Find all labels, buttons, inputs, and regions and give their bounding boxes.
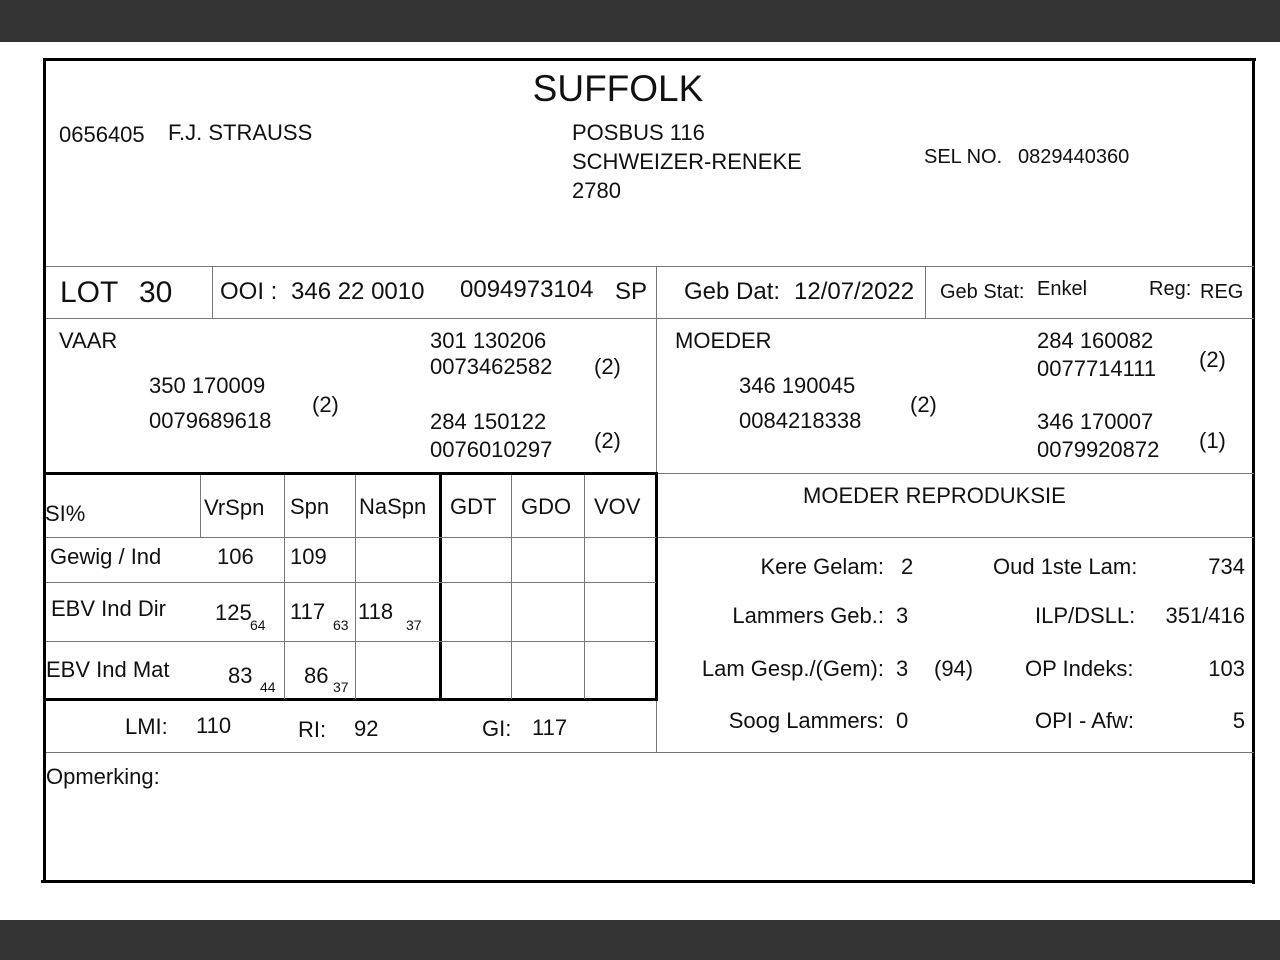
- perf-row-1: [46, 537, 656, 538]
- gi-label: GI:: [482, 716, 512, 741]
- perf-table-top: [43, 472, 658, 475]
- frame-top: [43, 58, 1256, 61]
- gesp-value: 3: [896, 656, 909, 681]
- ewe-code: SP: [615, 278, 648, 305]
- sire-sire-count: (2): [594, 354, 621, 379]
- perf-table-mid: [439, 474, 442, 700]
- breed-title: SUFFOLK: [532, 68, 704, 109]
- perf-row-3: [46, 641, 656, 642]
- row-dir-naspn: 118: [358, 599, 394, 624]
- divider-lot-2: [656, 266, 657, 318]
- divider-indices-right: [656, 700, 657, 753]
- divider-parents: [656, 318, 657, 474]
- row-weight-spn: 109: [290, 544, 327, 569]
- dam-dam-count: (1): [1199, 428, 1226, 453]
- dam-sire-reg: 0077714111: [1037, 356, 1157, 381]
- kere-label: Kere Gelam:: [760, 554, 884, 579]
- gesp-label: Lam Gesp./(Gem):: [701, 656, 884, 681]
- frame-bottom: [41, 880, 1254, 883]
- birth-label: Geb Dat:: [684, 278, 781, 305]
- perf-col-4: [511, 475, 512, 699]
- perf-row-2: [46, 582, 656, 583]
- row-dir-spn: 117: [290, 599, 326, 624]
- divider-remarks-top: [46, 752, 1254, 753]
- divider-lot-3: [925, 266, 926, 318]
- remark-label: Opmerking:: [46, 764, 160, 789]
- birth-status-value: Enkel: [1037, 278, 1088, 300]
- soog-label: Soog Lammers:: [728, 708, 884, 733]
- perf-header-vrspn: VrSpn: [204, 495, 265, 520]
- lmi-value: 110: [196, 713, 232, 738]
- ri-label: RI:: [298, 717, 327, 742]
- op-label: OP Indeks:: [1025, 656, 1134, 681]
- row-weight-vrspn: 106: [217, 544, 254, 569]
- frame-left: [43, 58, 46, 882]
- row-dir-spn-acc: 63: [333, 617, 349, 633]
- perf-col-2: [284, 475, 285, 699]
- sire-reg: 0079689618: [149, 408, 272, 433]
- perf-header-gdo: GDO: [521, 494, 572, 519]
- row-mat-vrspn-acc: 44: [260, 679, 276, 695]
- perf-table-right: [655, 472, 658, 701]
- repro-title: MOEDER REPRODUKSIE: [803, 483, 1066, 508]
- perf-col-5: [584, 475, 585, 699]
- lmi-label: LMI:: [125, 714, 168, 739]
- gesp-avg: (94): [934, 656, 974, 681]
- dam-id: 346 190045: [739, 373, 856, 398]
- reg-value: REG: [1200, 281, 1244, 303]
- sel-no-label: SEL NO.: [924, 146, 1003, 168]
- birth-status-label: Geb Stat:: [940, 281, 1025, 303]
- row-dir-vrspn-acc: 64: [250, 617, 266, 633]
- perf-header-gdt: GDT: [450, 494, 497, 519]
- ewe-reg: 0094973104: [460, 276, 594, 303]
- sire-dam-reg: 0076010297: [430, 437, 553, 462]
- gi-value: 117: [532, 715, 568, 740]
- row-weight-label: Gewig / Ind: [50, 544, 162, 569]
- ri-value: 92: [354, 716, 379, 741]
- row-dir-label: EBV Ind Dir: [51, 596, 166, 621]
- owner-address-1: POSBUS 116: [572, 120, 705, 145]
- dam-count: (2): [910, 392, 937, 417]
- perf-corner: SI%: [45, 501, 86, 526]
- lot-label: LOT: [60, 276, 119, 309]
- divider-parents-bottom: [656, 473, 1254, 474]
- opi-label: OPI - Afw:: [1035, 708, 1135, 733]
- row-mat-spn-acc: 37: [333, 679, 349, 695]
- birth-date: 12/07/2022: [794, 278, 915, 305]
- op-value: 103: [1208, 656, 1245, 681]
- opi-value: 5: [1232, 708, 1245, 733]
- dam-dam-reg: 0079920872: [1037, 437, 1160, 462]
- sire-dam-count: (2): [594, 428, 621, 453]
- lot-number: 30: [139, 276, 173, 309]
- perf-col-1: [200, 475, 201, 537]
- oud-value: 734: [1208, 554, 1245, 579]
- ewe-id: 346 22 0010: [291, 278, 425, 305]
- sire-sire-reg: 0073462582: [430, 354, 553, 379]
- ilp-label: ILP/DSLL:: [1035, 603, 1136, 628]
- dam-sire-count: (2): [1199, 347, 1226, 372]
- row-mat-spn: 86: [304, 663, 329, 688]
- divider-lot-top: [46, 266, 1254, 267]
- sel-no-value: 0829440360: [1018, 146, 1130, 168]
- geb-label: Lammers Geb.:: [732, 603, 884, 628]
- reg-label: Reg:: [1149, 278, 1192, 300]
- sire-sire-id: 301 130206: [430, 328, 547, 353]
- sire-dam-id: 284 150122: [430, 409, 547, 434]
- row-mat-label: EBV Ind Mat: [46, 657, 170, 682]
- row-dir-naspn-acc: 37: [406, 617, 422, 633]
- frame-right: [1252, 58, 1255, 884]
- owner-postcode: 2780: [572, 178, 621, 203]
- perf-table-bottom: [43, 698, 658, 701]
- oud-label: Oud 1ste Lam:: [993, 554, 1138, 579]
- dam-sire-id: 284 160082: [1037, 328, 1154, 353]
- dam-reg: 0084218338: [739, 408, 862, 433]
- geb-value: 3: [896, 603, 909, 628]
- row-dir-vrspn: 125: [215, 600, 252, 625]
- divider-lot-1: [212, 266, 213, 318]
- soog-value: 0: [896, 708, 909, 733]
- perf-col-3: [355, 475, 356, 699]
- perf-header-vov: VOV: [594, 494, 641, 519]
- row-mat-vrspn: 83: [228, 663, 253, 688]
- ewe-label: OOI :: [220, 278, 278, 305]
- kere-value: 2: [901, 554, 914, 579]
- owner-name: F.J. STRAUSS: [168, 120, 313, 145]
- ilp-value: 351/416: [1165, 603, 1245, 628]
- sire-id: 350 170009: [149, 373, 266, 398]
- divider-lot-bottom: [46, 318, 1254, 319]
- sire-label: VAAR: [59, 328, 118, 353]
- dam-label: MOEDER: [675, 328, 772, 353]
- sire-count: (2): [312, 392, 339, 417]
- owner-code: 0656405: [59, 122, 145, 147]
- perf-header-spn: Spn: [290, 494, 330, 519]
- owner-address-2: SCHWEIZER-RENEKE: [572, 149, 802, 174]
- dam-dam-id: 346 170007: [1037, 409, 1154, 434]
- divider-repro-title: [656, 537, 1254, 538]
- perf-header-naspn: NaSpn: [359, 494, 427, 519]
